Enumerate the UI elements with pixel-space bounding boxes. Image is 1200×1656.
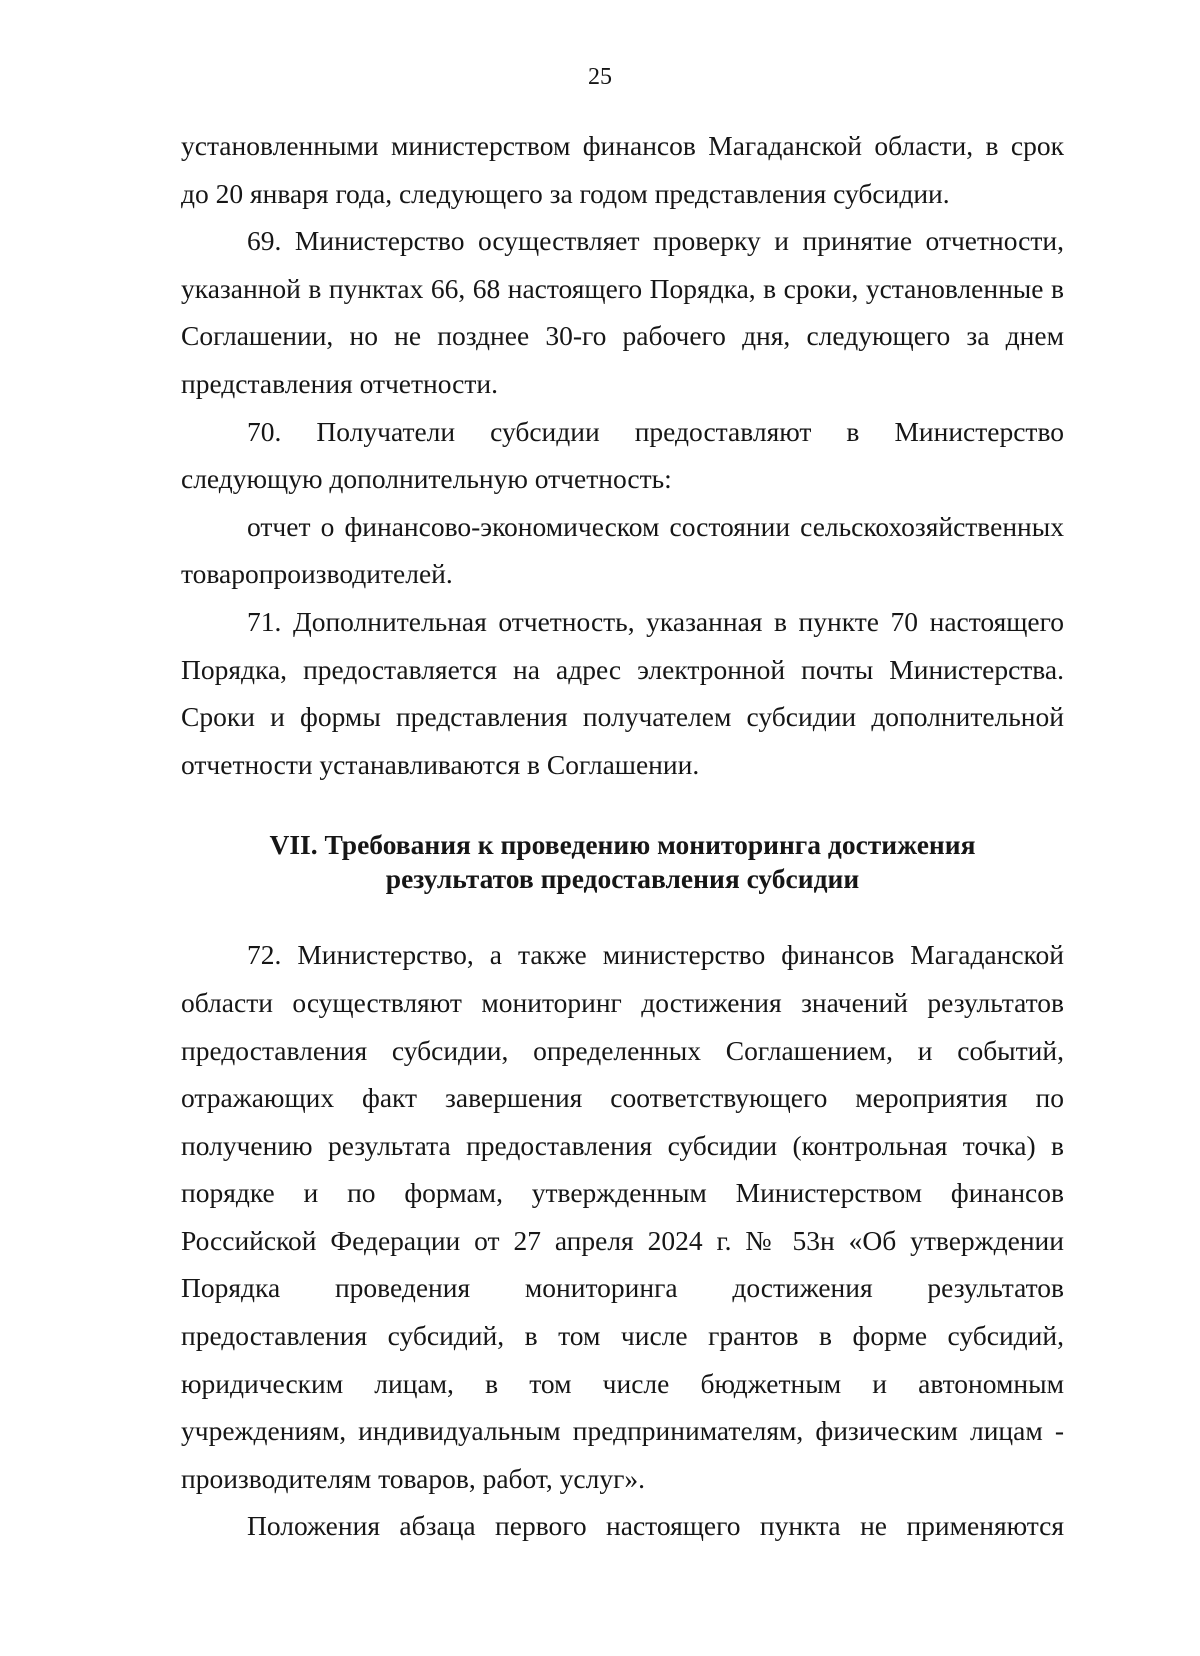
paragraph-69: 69. Министерство осуществляет проверку и принятие отчетности, указанной в пунктах 66, 68 настоящего Порядка, в сроки, установленные в Соглашении, но не позднее 30-го рабочего дня, следующего за днем представления отчетности. [181, 225, 1064, 399]
document-body [181, 122, 1064, 1550]
paragraph-70: 70. Получатели субсидии предоставляют в Министерство следующую дополнительную отчетность: [181, 415, 1064, 495]
section-heading-line-2: результатов предоставления субсидии [385, 863, 860, 895]
section-heading [181, 828, 1064, 896]
paragraph-70-item: отчет о финансово-экономическом состоянии сельскохозяйственных товаропроизводителей. [181, 510, 1064, 590]
paragraph-72: 72. Министерство, а также министерство финансов Магаданской области осуществляют мониторинг достижения значений результатов предоставления субсидии, определенных Соглашением, и событий, отражающих факт завершения соответствующего мероприятия по получению результата предоставления субсидии (контрольная точка) в порядке и по формам, утвержденным Министерством финансов Российской Федерации от 27 апреля 2024 г. № 53н «Об утверждении Порядка проведения мониторинга достижения результатов предоставления субсидий, в том числе грантов в форме субсидий, юридическим лицам, в том числе бюджетным и автономным учреждениям, индивидуальным предпринимателям, физическим лицам - производителям товаров, работ, услуг». [181, 939, 1064, 1494]
page-number: 25 [588, 64, 612, 90]
paragraph-71: 71. Дополнительная отчетность, указанная в пункте 70 настоящего Порядка, предоставляется на адрес электронной почты Министерства. Сроки и формы представления получателем субсидии дополнительной отчетности устанавливаются в Соглашении. [181, 605, 1064, 780]
paragraph-72-continued: Положения абзаца первого настоящего пункта не применяются [247, 1510, 1064, 1542]
paragraph-continuation: установленными министерством финансов Магаданской области, в срок до 20 января года, следующего за годом представления субсидии. [181, 130, 1064, 209]
section-heading-line-1: VII. Требования к проведению мониторинга достижения [269, 829, 976, 861]
